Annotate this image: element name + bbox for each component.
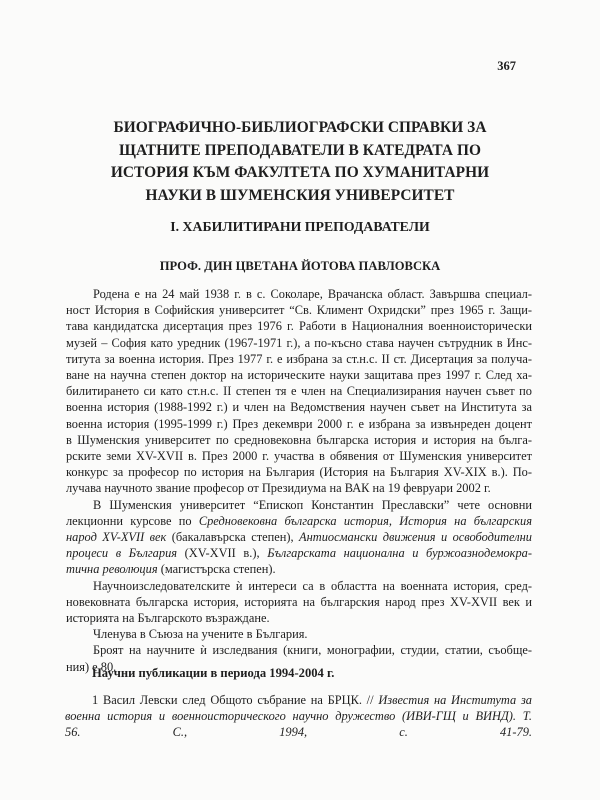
interests-paragraph [66, 578, 532, 627]
course-title: народ XV-XVII век [66, 530, 167, 545]
text-segment: (XV-XVII в.), [177, 546, 268, 561]
text-line: в Шуменския университет по средновековна българска история и история на бълга- [66, 432, 532, 447]
person-name: ПРОФ. ДИН ЦВЕТАНА ЙОТОВА ПАВЛОВСКА [159, 259, 441, 273]
title-line: БИОГРАФИЧНО-БИБЛИОГРАФСКИ СПРАВКИ ЗА [113, 119, 487, 136]
text-line: Броят на научните ѝ изследвания (книги, монографии, студии, статии, съобще- [93, 643, 532, 658]
text-line: Членува в Съюза на учените в България. [93, 627, 308, 642]
title-line: ЩАТНИТЕ ПРЕПОДАВАТЕЛИ В КАТЕДРАТА ПО [119, 141, 481, 159]
text-line: музей – София като уредник (1967-1971 г.), а по-късно става научен сътрудник в Инс- [66, 335, 532, 350]
courses-paragraph [66, 497, 532, 578]
text-segment: лекционни курсове по [66, 513, 199, 528]
text-line: конкурс за професор по история на България (История на България XV-XIX в.). По- [66, 465, 532, 480]
text-line [92, 692, 532, 708]
biography-paragraph [66, 286, 532, 497]
title-line: ИСТОРИЯ КЪМ ФАКУЛТЕТА ПО ХУМАНИТАРНИ [110, 164, 490, 181]
course-title: Българската национална и буржоазнодемокра- [267, 546, 532, 561]
text-line: тава кандидатска дисертация през 1976 г. Работи в Националния военноисторически [66, 319, 532, 334]
membership-paragraph [66, 626, 532, 642]
text-line: 56. С., 1994, с. 41-79. [65, 725, 532, 740]
text-line: новековната българска история, историята на българския народ през XV-XVII век и [66, 594, 532, 609]
text-segment: (бакалавърска степен), [166, 530, 300, 545]
page-number: 367 [497, 59, 516, 73]
text-line: титута за военна история. През 1977 г. е избрана за ст.н.с. II ст. Дисертация за получа- [66, 351, 532, 366]
section-heading: І. ХАБИЛИТИРАНИ ПРЕПОДАВАТЕЛИ [170, 219, 430, 234]
text-segment: (магистърска степен). [157, 562, 276, 577]
text-line: билитирането си като ст.н.с. II степен тя е член на Специализирания научен съвет по [66, 384, 532, 399]
text-line: военна история и военноисторического научно дружество (ИВИ-ГЩ и ВИНД). Т. [65, 709, 532, 724]
course-title: процеси в България [66, 546, 178, 561]
journal-name: Известия на Института за [378, 693, 532, 707]
course-title: Антиосмански движения и освободителни [299, 530, 532, 545]
text-line: военна история (1995-1999 г.) През декември 2000 г. е избрана за извънреден доцент [66, 416, 532, 431]
text-line: В Шуменския университет “Епископ Константин Преславски” чете основни [93, 497, 532, 512]
course-title: тична революция [66, 562, 158, 577]
text-line [66, 529, 532, 545]
publication-entry [65, 692, 532, 741]
publication-title: 1 Васил Левски след Общото събрание на БРЦК. // [92, 693, 379, 707]
text-line: ване на научна степен доктор на историческите науки защитава през 1997 г. След ха- [66, 368, 532, 383]
text-line: военна история (1988-1992 г.) и член на Ведомствения научен съвет на Института за [66, 400, 532, 415]
text-line: лучава научното звание професор от Президиума на ВАК на 19 февруари 2002 г. [66, 481, 491, 496]
text-line: ния) е 80. [66, 659, 117, 674]
text-line: Научноизследователските ѝ интереси са в областта на военната история, сред- [93, 578, 532, 593]
text-line [66, 561, 532, 577]
text-line: рските земи XV-XVII в. През 2000 г. участва в обявения от Шуменския университет [66, 449, 532, 464]
text-line: ност История в Софийския университет “Св. Климент Охридски” през 1965 г. Защи- [66, 303, 532, 318]
biography-body [66, 286, 532, 675]
title-line: НАУКИ В ШУМЕНСКИЯ УНИВЕРСИТЕТ [145, 186, 455, 204]
course-title: Средновековна българска история, История на българския [198, 513, 532, 528]
publications-heading: Научни публикации в периода 1994-2004 г. [92, 666, 335, 680]
text-line [66, 545, 532, 561]
page-title [0, 117, 600, 207]
text-line [66, 513, 532, 529]
text-line: Родена е на 24 май 1938 г. в с. Соколаре, Врачанска област. Завършва специал- [93, 287, 532, 301]
text-line: историята на Българското възраждане. [66, 611, 270, 626]
